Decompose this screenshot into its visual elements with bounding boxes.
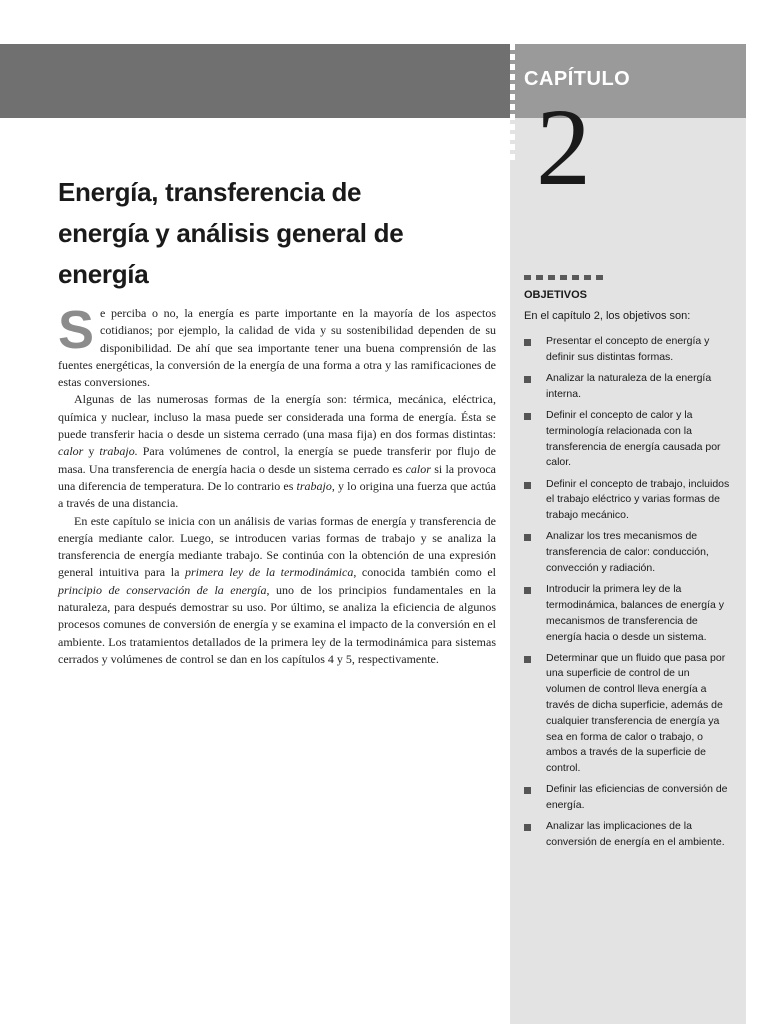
objective-item: Definir el concepto de trabajo, incluidos el trabajo eléctrico y varias formas de trabajo mecánico. — [524, 477, 732, 524]
drop-cap: S — [58, 300, 95, 360]
objective-item: Analizar la naturaleza de la energía interna. — [524, 371, 732, 403]
chapter-sidebar — [510, 44, 746, 1024]
chapter-label: CAPÍTULO — [524, 68, 631, 90]
chapter-number: 2 — [536, 86, 591, 208]
objectives-list — [524, 334, 732, 856]
objective-item: Analizar los tres mecanismos de transferencia de calor: conducción, convección y radiación. — [524, 529, 732, 576]
chapter-intro-text — [58, 300, 497, 668]
objective-item: Introducir la primera ley de la termodinámica, balances de energía y mecanismos de transferencia de energía hacia o desde un sistema. — [524, 582, 732, 645]
square-bullet-icon — [524, 787, 531, 794]
objectives-intro: En el capítulo 2, los objetivos son: — [524, 310, 691, 322]
square-bullet-icon — [524, 413, 531, 420]
paragraph-2: Algunas de las numerosas formas de la energía son: térmica, mecánica, eléctrica, química y nuclear, incluso la masa puede ser considerada una forma de energía. Ésta se puede transferir hacia o desde un sistema cerrado (una masa fija) en dos formas distintas: calor y trabajo. Para volúmenes de control, la energía se puede transferir por flujo de masa. Una transferencia de energía hacia o desde un sistema cerrado es calor si la provoca una diferencia de temperatura. De lo contrario es trabajo, y lo origina una fuerza que actúa a través de una distancia. — [58, 392, 497, 511]
square-ornament — [524, 275, 603, 280]
square-bullet-icon — [524, 534, 531, 541]
square-bullet-icon — [524, 376, 531, 383]
objective-item: Definir las eficiencias de conversión de energía. — [524, 782, 732, 814]
chapter-title: Energía, transferencia de energía y análisis general de energía — [58, 177, 404, 289]
paragraph-1: Se perciba o no, la energía es parte importante en la mayoría de los aspectos cotidianos; por ejemplo, la calidad de vida y su sostenibilidad dependen de su disponibilidad. De ahí que sea importante tener una buena comprensión de las fuentes energéticas, la conversión de la energía de una forma a otra y las ramificaciones de estas conversiones. — [58, 300, 496, 390]
objective-item: Presentar el concepto de energía y definir sus distintas formas. — [524, 334, 732, 366]
objective-item: Definir el concepto de calor y la terminología relacionada con la transferencia de energía causada por calor. — [524, 408, 732, 471]
square-bullet-icon — [524, 824, 531, 831]
square-bullet-icon — [524, 339, 531, 346]
objectives-heading: OBJETIVOS — [524, 289, 587, 301]
objective-item: Analizar las implicaciones de la conversión de energía en el ambiente. — [524, 819, 732, 851]
header-band — [0, 44, 510, 118]
square-bullet-icon — [524, 482, 531, 489]
paragraph-3: En este capítulo se inicia con un análisis de varias formas de energía y transferencia de energía mediante calor. Luego, se introducen varias formas de trabajo y se analiza la transferencia de energía mediante trabajo. Se continúa con la obtención de una expresión general intuitiva para la primera ley de la termodinámica, conocida también como el principio de conservación de la energía, uno de los principios fundamentales en la naturaleza, para después demostrar su uso. Por último, se analiza la eficiencia de algunos procesos comunes de conversión de energía y se examina el impacto de la conversión en el ambiente. Los tratamientos detallados de la primera ley de la termodinámica para sistemas cerrados y volúmenes de control se dan en los capítulos 4 y 5, respectivamente. — [58, 513, 496, 666]
dotted-divider — [510, 44, 515, 162]
square-bullet-icon — [524, 656, 531, 663]
square-bullet-icon — [524, 587, 531, 594]
objective-item: Determinar que un fluido que pasa por una superficie de control de un volumen de control lleva energía a través de dicha superficie, además de cualquier transferencia de energía ya sea en forma de calor o trabajo, o ambos a través de la superficie de control. — [524, 651, 732, 777]
